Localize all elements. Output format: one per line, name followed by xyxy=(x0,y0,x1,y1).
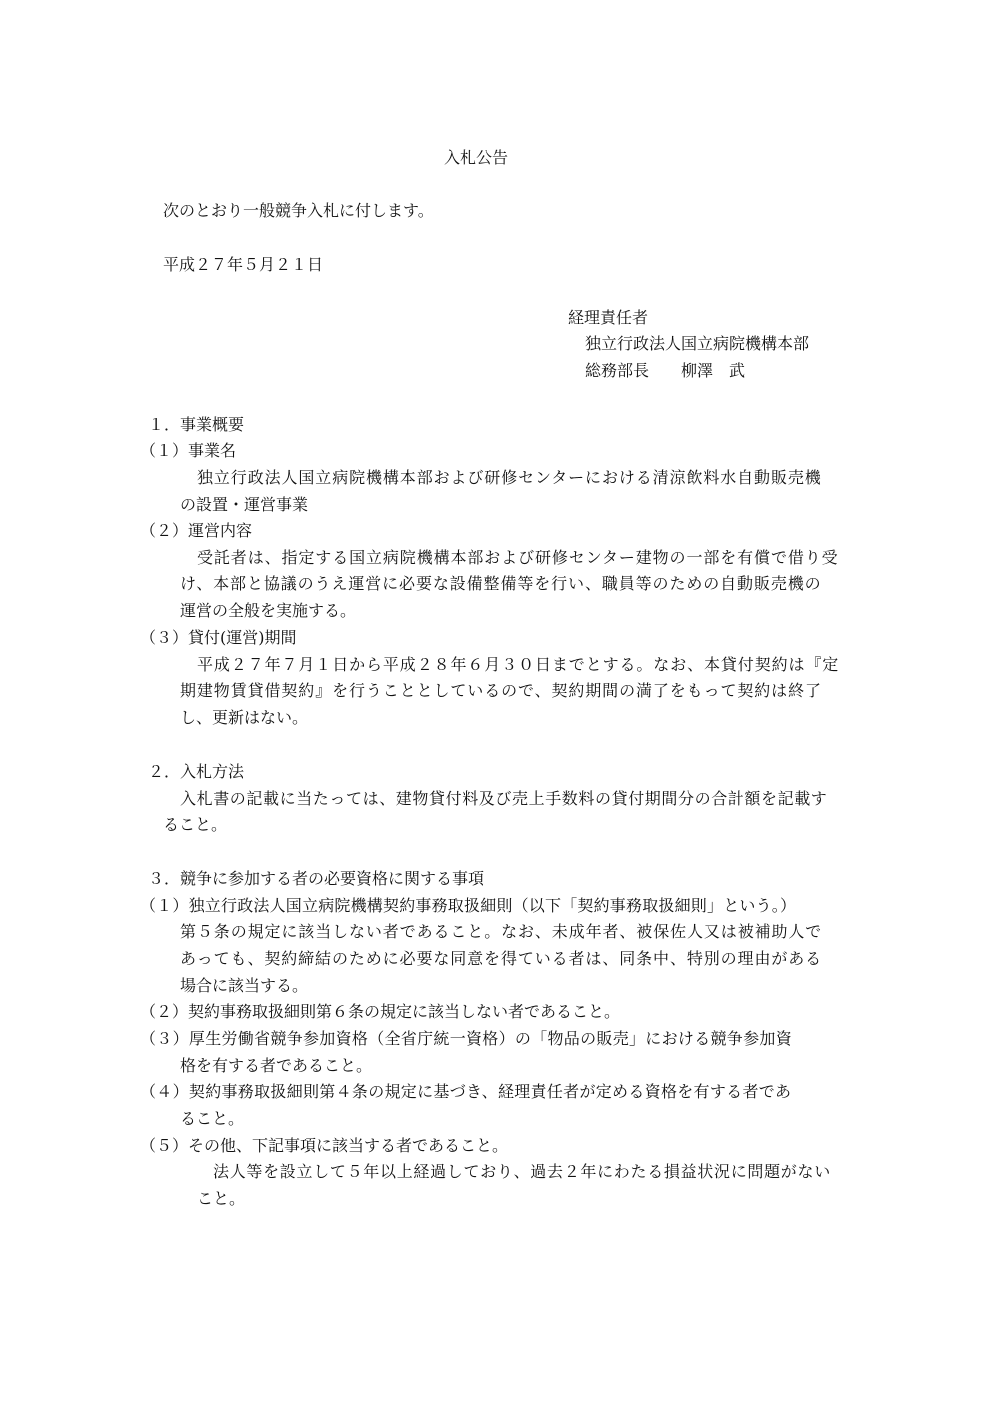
intro-text: 次のとおり一般競争入札に付します。 xyxy=(163,201,434,220)
qualification-5-text: 法人等を設立して５年以上経過しており、過去２年にわたる損益状況に問題がない xyxy=(213,1162,831,1181)
item-2-text: 受託者は、指定する国立病院機構本部および研修センター建物の一部を有償で借り受 xyxy=(197,548,839,567)
item-2-text: 運営の全般を実施する。 xyxy=(180,601,357,620)
issuer-organization: 独立行政法人国立病院機構本部 xyxy=(585,334,810,353)
qualification-4: （４）契約事務取扱細則第４条の規定に基づき、経理責任者が定める資格を有する者であ xyxy=(140,1082,792,1101)
section-1-heading: １．事業概要 xyxy=(148,415,245,434)
qualification-1: （１）独立行政法人国立病院機構契約事務取扱細則（以下「契約事務取扱細則」という。） xyxy=(140,896,797,915)
qualification-3: （３）厚生労働省競争参加資格（全省庁統一資格）の「物品の販売」における競争参加資 xyxy=(140,1029,793,1048)
item-2-text: け、本部と協議のうえ運営に必要な設備整備等を行い、職員等のための自動販売機の xyxy=(180,574,822,593)
section-2-heading: ２．入札方法 xyxy=(148,762,245,781)
qualification-1-text: 第５条の規定に該当しない者であること。なお、未成年者、被保佐人又は被補助人で xyxy=(180,922,823,941)
qualification-1-text: あっても、契約締結のために必要な同意を得ている者は、同条中、特別の理由がある xyxy=(180,949,823,968)
qualification-2: （２）契約事務取扱細則第６条の規定に該当しない者であること。 xyxy=(140,1002,621,1021)
issuer-person: 総務部長 柳澤 武 xyxy=(585,361,746,380)
qualification-5: （５）その他、下記事項に該当する者であること。 xyxy=(140,1136,509,1155)
qualification-3-text: 格を有する者であること。 xyxy=(180,1056,373,1075)
item-1-label: （１）事業名 xyxy=(140,441,237,460)
document-title: 入札公告 xyxy=(444,148,509,167)
item-1-text: 独立行政法人国立病院機構本部および研修センターにおける清涼飲料水自動販売機 xyxy=(197,468,822,487)
qualification-5-text: こと。 xyxy=(197,1189,246,1208)
item-1-text: の設置・運営事業 xyxy=(180,495,309,514)
issuer-role: 経理責任者 xyxy=(568,308,649,327)
section-3-heading: ３．競争に参加する者の必要資格に関する事項 xyxy=(148,869,485,888)
item-3-label: （３）貸付(運営)期間 xyxy=(140,628,297,647)
item-3-text: し、更新はない。 xyxy=(180,708,309,727)
issue-date: 平成２７年５月２１日 xyxy=(163,255,324,274)
item-3-text: 期建物賃貸借契約』を行うこととしているので、契約期間の満了をもって契約は終了 xyxy=(180,681,822,700)
qualification-4-text: ること。 xyxy=(180,1109,245,1128)
section-2-text: 入札書の記載に当たっては、建物貸付料及び売上手数料の貸付期間分の合計額を記載す xyxy=(180,789,828,808)
item-3-text: 平成２７年７月１日から平成２８年６月３０日までとする。なお、本貸付契約は『定 xyxy=(197,655,840,674)
section-2-text: ること。 xyxy=(163,815,228,834)
item-2-label: （２）運営内容 xyxy=(140,521,253,540)
qualification-1-text: 場合に該当する。 xyxy=(180,976,309,995)
